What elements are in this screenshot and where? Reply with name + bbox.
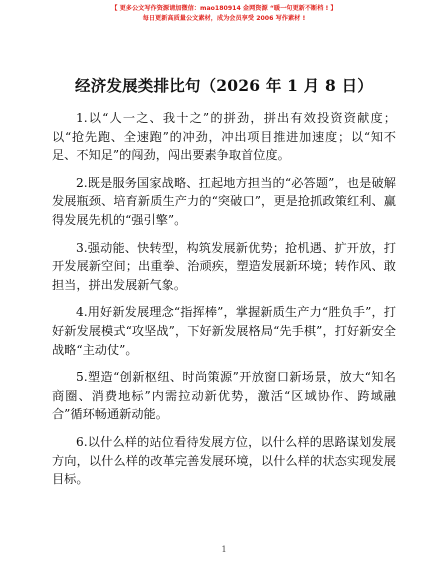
- document-body: [52, 109, 396, 498]
- promo-header-line-2: 每日更新高质量公文素材，成为会员享受 2006 写作素材 !: [142, 15, 306, 22]
- promo-header-line-1: 【 更多公文写作资源请加微信：mao180914 金网资源 “暖一句更新不断档 ! 】: [111, 5, 337, 12]
- promo-header: [111, 4, 337, 24]
- paragraph-4: 4.用好新发展理念“指挥棒”，掌握新质生产力“胜负手”，打好新发展模式“攻坚战”，下好新发展格局“先手棋”，打好新安全战略“主动仗”。: [52, 305, 396, 357]
- paragraph-2: 2.既是服务国家战略、扛起地方担当的“必答题”，也是破解发展瓶颈、培育新质生产力的“突破口”，更是抢抓政策红利、赢得发展先机的“强引擎”。: [52, 175, 396, 227]
- paragraph-6: 6.以什么样的站位看待发展方位，以什么样的思路谋划发展方向，以什么样的改革完善发展环境，以什么样的状态实现发展目标。: [52, 434, 396, 487]
- paragraph-3: 3.强动能、快转型，构筑发展新优势；抢机遇、扩开放，打开发展新空间；出重拳、治顽疾，塑造发展新环境；转作风、敢担当，拼出发展新气象。: [52, 240, 396, 292]
- document-title: 经济发展类排比句（2026 年 1 月 8 日）: [75, 76, 373, 95]
- paragraph-5: 5.塑造“创新枢纽、时尚策源”开放窗口新场景，放大“知名商圈、消费地标”内需拉动新优势，激活“区域协作、跨域融合”循环畅通新动能。: [52, 370, 396, 422]
- page-number: 1: [221, 545, 227, 554]
- paragraph-1: 1.以“人一之、我十之”的拼劲，拼出有效投资资献度；以“抢先跑、全速跑”的冲劲，冲出项目推进加速度；以“知不足、不知足”的闯劲，闯出要素争取首位度。: [52, 111, 396, 163]
